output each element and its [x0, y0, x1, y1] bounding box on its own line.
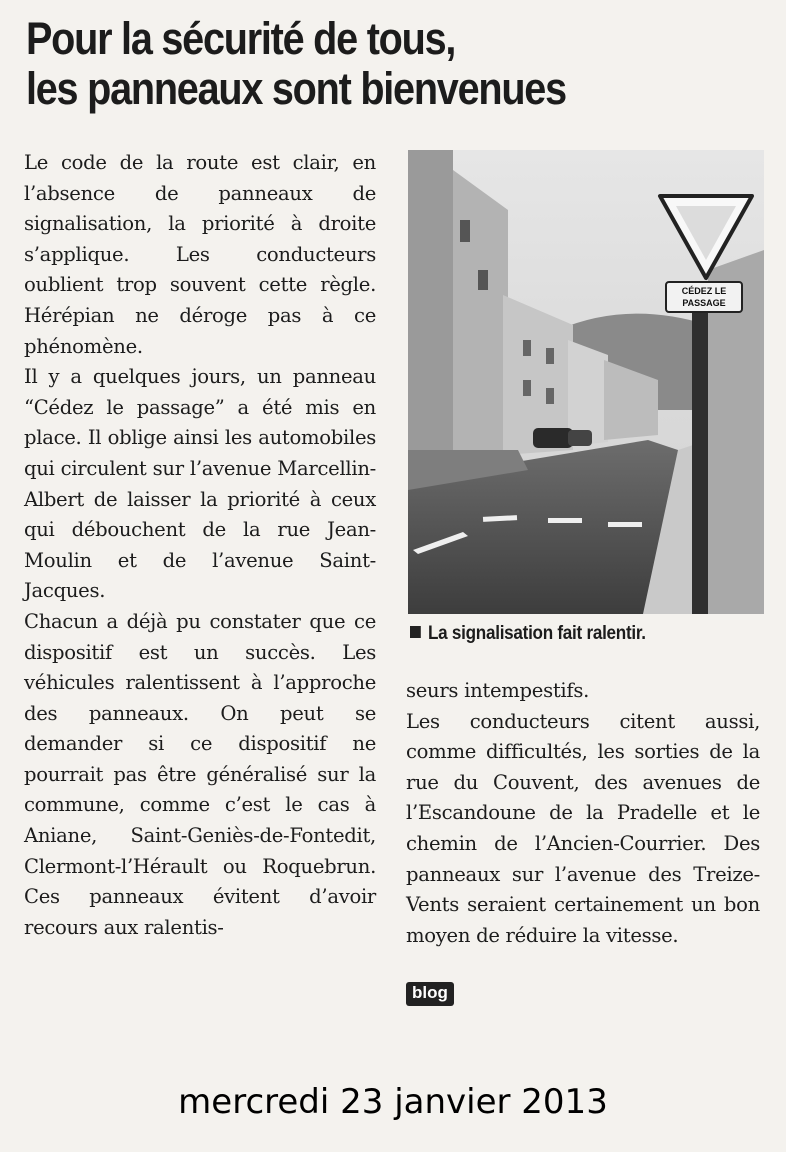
caption-text: La signalisation fait ralentir.: [428, 623, 646, 644]
sign-text-line-1: CÉDEZ LE: [681, 286, 727, 296]
article-photo: [408, 150, 764, 614]
publication-date: mercredi 23 janvier 2013: [178, 1082, 608, 1122]
paragraph-1: Le code de la route est clair, en l’absence de panneaux de signalisation, la priorité à droite s’applique. Les conducteurs oublient trop souvent cette règle. Hérépian ne déroge pas à ce phénomène.: [24, 151, 376, 358]
blog-tag: blog: [406, 982, 454, 1006]
article-headline: [26, 14, 677, 114]
headline-line-2: les panneaux sont bienvenues: [26, 63, 566, 114]
paragraph-2: Il y a quelques jours, un panneau “Cédez le passage” a été mis en place. Il oblige ainsi les automobiles qui circulent sur l’avenue Marcellin-Albert de laisser la priorité à ceux qui débouchent de la rue Jean-Moulin et de l’avenue Saint-Jacques.: [24, 365, 376, 603]
paragraph-4: seurs intempestifs.: [406, 679, 590, 702]
article-left-column: [24, 148, 376, 943]
street-scene-image: [408, 150, 764, 614]
paragraph-3: Chacun a déjà pu constater que ce dispositif est un succès. Les véhicules ralentissent à l’approche des panneaux. On peut se demander si ce dispositif ne pourrait pas être généralisé sur la commune, comme c’est le cas à Aniane, Saint-Geniès-de-Fontedit, Clermont-l’Hérault ou Roquebrun. Ces panneaux évitent d’avoir recours aux ralentis-: [24, 609, 376, 939]
paragraph-5: Les conducteurs citent aussi, comme difficultés, les sorties de la rue du Couvent, des avenues de l’Escandoune de la Pradelle et le chemin de l’Ancien-Courrier. Des panneaux sur l’avenue des Treize-Vents seraient certainement un bon moyen de réduire la vitesse.: [406, 709, 760, 947]
sign-text-line-2: PASSAGE: [682, 298, 726, 308]
headline-line-1: Pour la sécurité de tous,: [26, 13, 456, 64]
caption-square-icon: [410, 626, 421, 638]
article-right-column: [406, 676, 760, 951]
photo-caption: [410, 623, 734, 645]
